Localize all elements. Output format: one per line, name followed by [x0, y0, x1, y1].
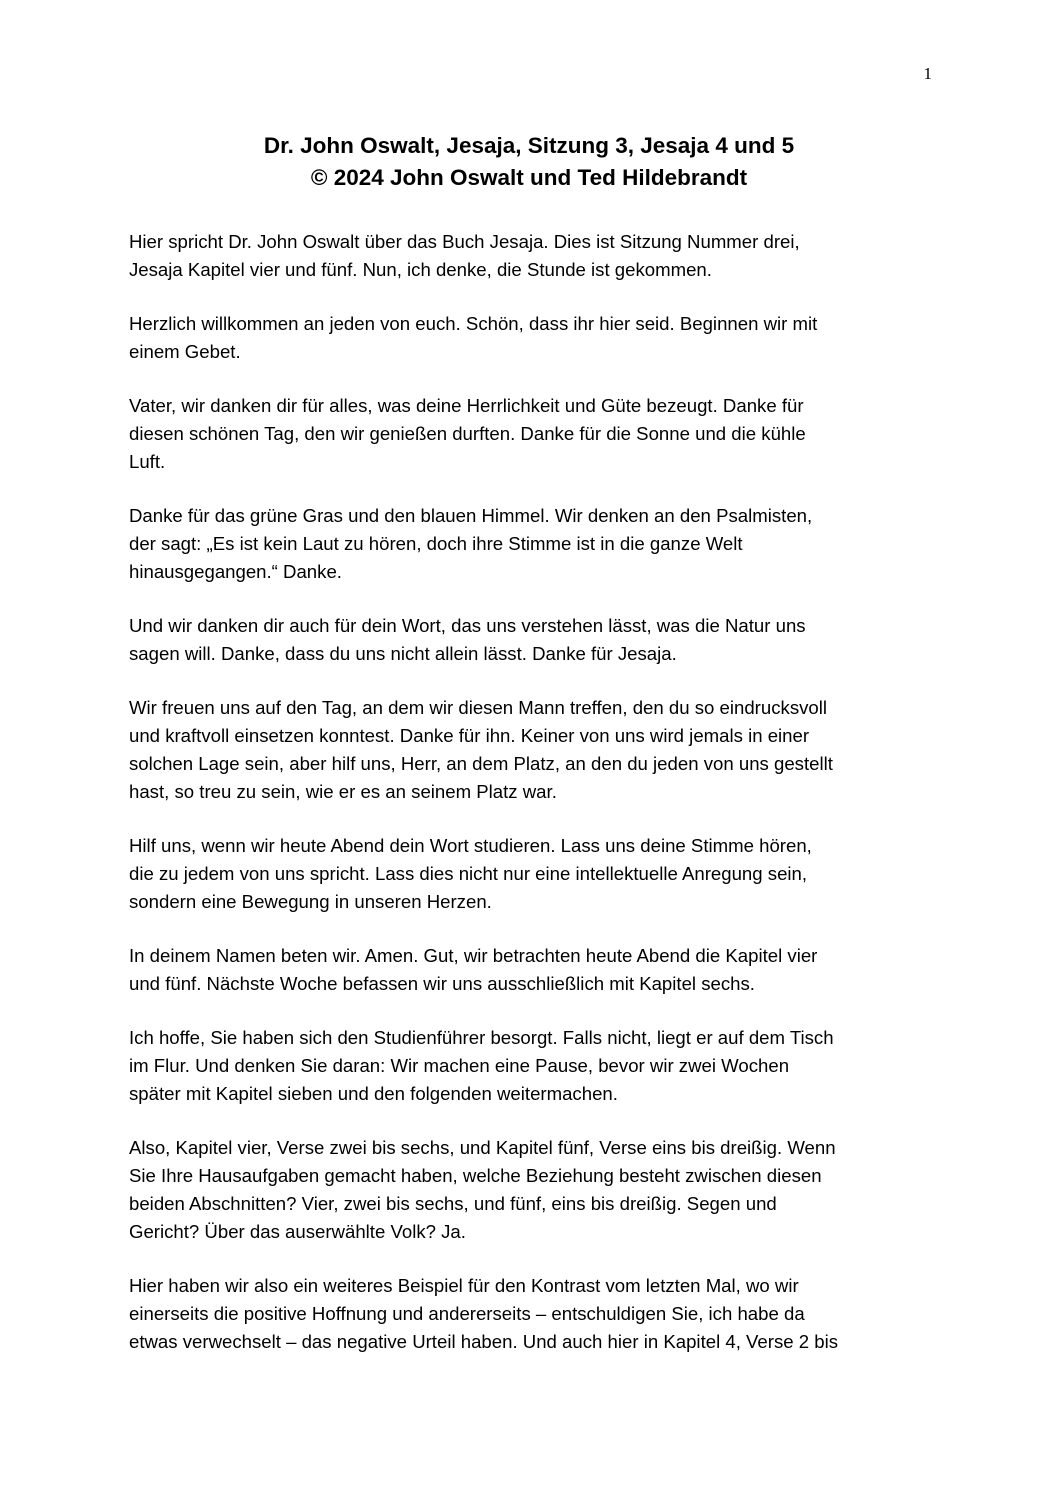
text-line: hinausgegangen.“ Danke. [129, 561, 342, 582]
text-line: hast, so treu zu sein, wie er es an seinem Platz war. [129, 781, 557, 802]
paragraph [129, 1272, 937, 1356]
text-line: In deinem Namen beten wir. Amen. Gut, wir betrachten heute Abend die Kapitel vier [129, 945, 818, 966]
text-line: einerseits die positive Hoffnung und andererseits – entschuldigen Sie, ich habe da [129, 1303, 805, 1324]
text-line: Hier spricht Dr. John Oswalt über das Buch Jesaja. Dies ist Sitzung Nummer drei, [129, 231, 800, 252]
text-line: diesen schönen Tag, den wir genießen durften. Danke für die Sonne und die kühle [129, 423, 806, 444]
text-line: sagen will. Danke, dass du uns nicht allein lässt. Danke für Jesaja. [129, 643, 677, 664]
text-line: einem Gebet. [129, 341, 241, 362]
text-line: im Flur. Und denken Sie daran: Wir machen eine Pause, bevor wir zwei Wochen [129, 1055, 790, 1076]
paragraph [129, 694, 937, 806]
paragraph [129, 310, 937, 366]
text-line: Gericht? Über das auserwählte Volk? Ja. [129, 1221, 466, 1242]
text-line: Luft. [129, 451, 166, 472]
text-line: Ich hoffe, Sie haben sich den Studienführer besorgt. Falls nicht, liegt er auf dem Tisch [129, 1027, 834, 1048]
paragraph [129, 228, 937, 284]
text-line: solchen Lage sein, aber hilf uns, Herr, an dem Platz, an den du jeden von uns gestellt [129, 753, 833, 774]
text-line: Und wir danken dir auch für dein Wort, das uns verstehen lässt, was die Natur uns [129, 615, 806, 636]
paragraph [129, 612, 937, 668]
text-line: sondern eine Bewegung in unseren Herzen. [129, 891, 492, 912]
paragraph [129, 392, 937, 476]
text-line: und fünf. Nächste Woche befassen wir uns ausschließlich mit Kapitel sechs. [129, 973, 755, 994]
text-line: beiden Abschnitten? Vier, zwei bis sechs, und fünf, eins bis dreißig. Segen und [129, 1193, 777, 1214]
text-line: und kraftvoll einsetzen konntest. Danke für ihn. Keiner von uns wird jemals in einer [129, 725, 810, 746]
text-line: Hilf uns, wenn wir heute Abend dein Wort studieren. Lass uns deine Stimme hören, [129, 835, 812, 856]
title-line: Dr. John Oswalt, Jesaja, Sitzung 3, Jesaja 4 und 5 [263, 133, 795, 158]
text-line: Sie Ihre Hausaufgaben gemacht haben, welche Beziehung besteht zwischen diesen [129, 1165, 822, 1186]
page-number: 1 [923, 64, 932, 83]
paragraph [129, 1134, 937, 1246]
text-line: der sagt: „Es ist kein Laut zu hören, doch ihre Stimme ist in die ganze Welt [129, 533, 743, 554]
text-line: Hier haben wir also ein weiteres Beispiel für den Kontrast vom letzten Mal, wo wir [129, 1275, 799, 1296]
text-line: Danke für das grüne Gras und den blauen Himmel. Wir denken an den Psalmisten, [129, 505, 813, 526]
copyright-line: © 2024 John Oswalt und Ted Hildebrandt [310, 165, 748, 190]
paragraph [129, 502, 937, 586]
paragraph [129, 832, 937, 916]
paragraph [129, 942, 937, 998]
text-line: Herzlich willkommen an jeden von euch. Schön, dass ihr hier seid. Beginnen wir mit [129, 313, 818, 334]
text-line: Wir freuen uns auf den Tag, an dem wir diesen Mann treffen, den du so eindrucksvoll [129, 697, 828, 718]
text-line: etwas verwechselt – das negative Urteil haben. Und auch hier in Kapitel 4, Verse 2 bis [129, 1331, 839, 1352]
document-body [129, 228, 937, 1382]
document-title [0, 130, 1058, 194]
text-line: später mit Kapitel sieben und den folgenden weitermachen. [129, 1083, 618, 1104]
paragraph [129, 1024, 937, 1108]
text-line: die zu jedem von uns spricht. Lass dies nicht nur eine intellektuelle Anregung sein, [129, 863, 808, 884]
text-line: Vater, wir danken dir für alles, was deine Herrlichkeit und Güte bezeugt. Danke für [129, 395, 804, 416]
text-line: Also, Kapitel vier, Verse zwei bis sechs, und Kapitel fünf, Verse eins bis dreißig. Wenn [129, 1137, 836, 1158]
text-line: Jesaja Kapitel vier und fünf. Nun, ich denke, die Stunde ist gekommen. [129, 259, 712, 280]
